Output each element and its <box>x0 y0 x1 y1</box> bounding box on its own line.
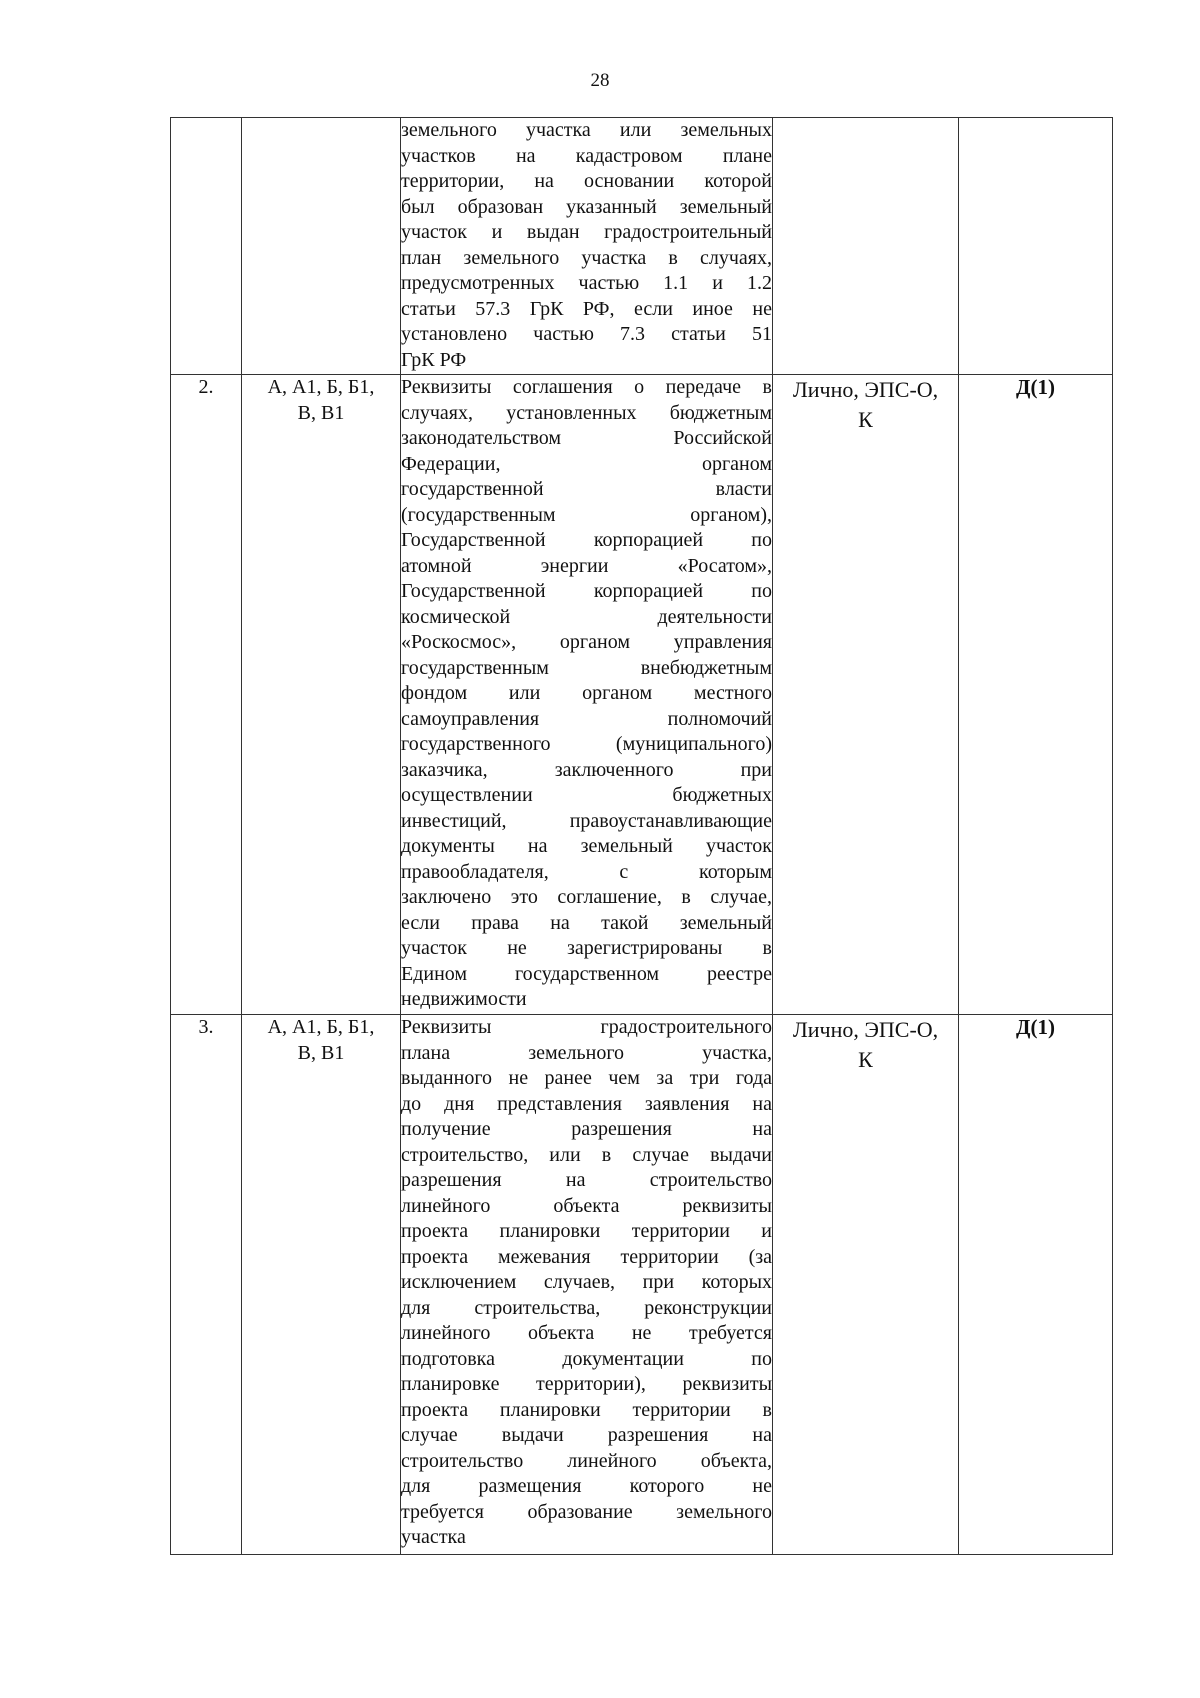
description-line: случаях, установленных бюджетным <box>401 401 772 424</box>
description-line: государственной власти <box>401 478 772 500</box>
method-line: Лично, ЭПС-О, <box>792 1017 939 1042</box>
document-code <box>959 118 1113 375</box>
description-line: ГрК РФ <box>401 348 467 371</box>
description-line: участков на кадастровом плане <box>401 144 772 167</box>
description-line: разрешения на строительство <box>401 1169 772 1191</box>
document-description <box>401 1015 773 1555</box>
description-line: Государственной корпорацией по <box>401 580 772 602</box>
method-line: К <box>858 1047 873 1072</box>
applicant-categories <box>242 118 401 375</box>
description-line: инвестиций, правоустанавливающие <box>401 809 772 832</box>
description-line: линейного объекта реквизиты <box>401 1194 772 1217</box>
description-line: Федерации, органом <box>401 452 772 475</box>
document-description <box>401 118 773 375</box>
description-line: атомной энергии «Росатом», <box>401 554 772 577</box>
description-line: земельного участка или земельных <box>401 119 772 141</box>
description-line: выданного не ранее чем за три года <box>401 1067 772 1089</box>
description-line: плана земельного участка, <box>401 1041 772 1064</box>
description-line: документы на земельный участок <box>401 835 772 857</box>
description-line: участка <box>401 1526 466 1548</box>
description-line: подготовка документации по <box>401 1347 772 1370</box>
method-line: К <box>858 407 873 432</box>
description-line: исключением случаев, при которых <box>401 1271 772 1293</box>
document-table <box>170 117 1113 1555</box>
categories-line: А, А1, Б, Б1, <box>267 1016 375 1038</box>
description-line: проекта планировки территории в <box>401 1398 772 1421</box>
description-line: планировке территории), реквизиты <box>401 1373 772 1395</box>
description-line: «Роскосмос», органом управления <box>401 631 772 653</box>
applicant-categories <box>242 375 401 1015</box>
description-line: случае выдачи разрешения на <box>401 1424 772 1446</box>
description-line: установлено частью 7.3 статьи 51 <box>401 323 772 345</box>
categories-line: А, А1, Б, Б1, <box>267 376 375 398</box>
description-line: Реквизиты градостроительного <box>401 1016 772 1038</box>
description-line: государственного (муниципального) <box>401 733 772 755</box>
description-line: участок не зарегистрированы в <box>401 937 772 959</box>
page-number: 28 <box>590 70 610 91</box>
categories-line: В, В1 <box>297 401 345 424</box>
description-line: (государственным органом), <box>401 503 772 526</box>
description-line: недвижимости <box>401 988 527 1010</box>
row-number <box>171 118 242 375</box>
description-line: получение разрешения на <box>401 1118 772 1140</box>
description-line: проекта планировки территории и <box>401 1220 772 1242</box>
description-line: осуществлении бюджетных <box>401 784 772 806</box>
document-code: Д(1) <box>959 1015 1113 1555</box>
description-line: заказчика, заключенного при <box>401 758 772 781</box>
description-line: для размещения которого не <box>401 1475 772 1497</box>
row-number: 2. <box>171 375 242 1015</box>
row-number: 3. <box>171 1015 242 1555</box>
description-line: территории, на основании которой <box>401 170 772 192</box>
description-line: проекта межевания территории (за <box>401 1245 772 1268</box>
submission-method <box>773 375 959 1015</box>
description-line: космической деятельности <box>401 605 772 628</box>
description-line: правообладателя, с которым <box>401 860 772 883</box>
description-line: самоуправления полномочий <box>401 707 772 730</box>
table-row <box>171 375 1113 1015</box>
description-line: фондом или органом местного <box>401 682 772 704</box>
description-line: Реквизиты соглашения о передаче в <box>401 376 772 398</box>
description-line: до дня представления заявления на <box>401 1092 772 1115</box>
description-line: Государственной корпорацией по <box>401 529 772 551</box>
table-row <box>171 118 1113 375</box>
description-line: строительство линейного объекта, <box>401 1449 772 1472</box>
table-row <box>171 1015 1113 1555</box>
description-line: статьи 57.3 ГрК РФ, если иное не <box>401 297 772 320</box>
document-description <box>401 375 773 1015</box>
applicant-categories <box>242 1015 401 1555</box>
description-line: если права на такой земельный <box>401 911 772 934</box>
method-line: Лично, ЭПС-О, <box>792 377 939 402</box>
description-line: для строительства, реконструкции <box>401 1296 772 1319</box>
categories-line: В, В1 <box>297 1041 345 1064</box>
submission-method <box>773 118 959 375</box>
description-line: линейного объекта не требуется <box>401 1322 772 1344</box>
description-line: заключено это соглашение, в случае, <box>401 886 772 908</box>
submission-method <box>773 1015 959 1555</box>
description-line: предусмотренных частью 1.1 и 1.2 <box>401 272 772 294</box>
description-line: требуется образование земельного <box>401 1500 772 1523</box>
description-line: был образован указанный земельный <box>401 195 772 218</box>
description-line: государственным внебюджетным <box>401 656 772 679</box>
description-line: участок и выдан градостроительный <box>401 221 772 243</box>
document-code: Д(1) <box>959 375 1113 1015</box>
description-line: Едином государственном реестре <box>401 962 772 985</box>
description-line: строительство, или в случае выдачи <box>401 1143 772 1166</box>
description-line: законодательством Российской <box>401 427 772 449</box>
description-line: план земельного участка в случаях, <box>401 246 772 269</box>
